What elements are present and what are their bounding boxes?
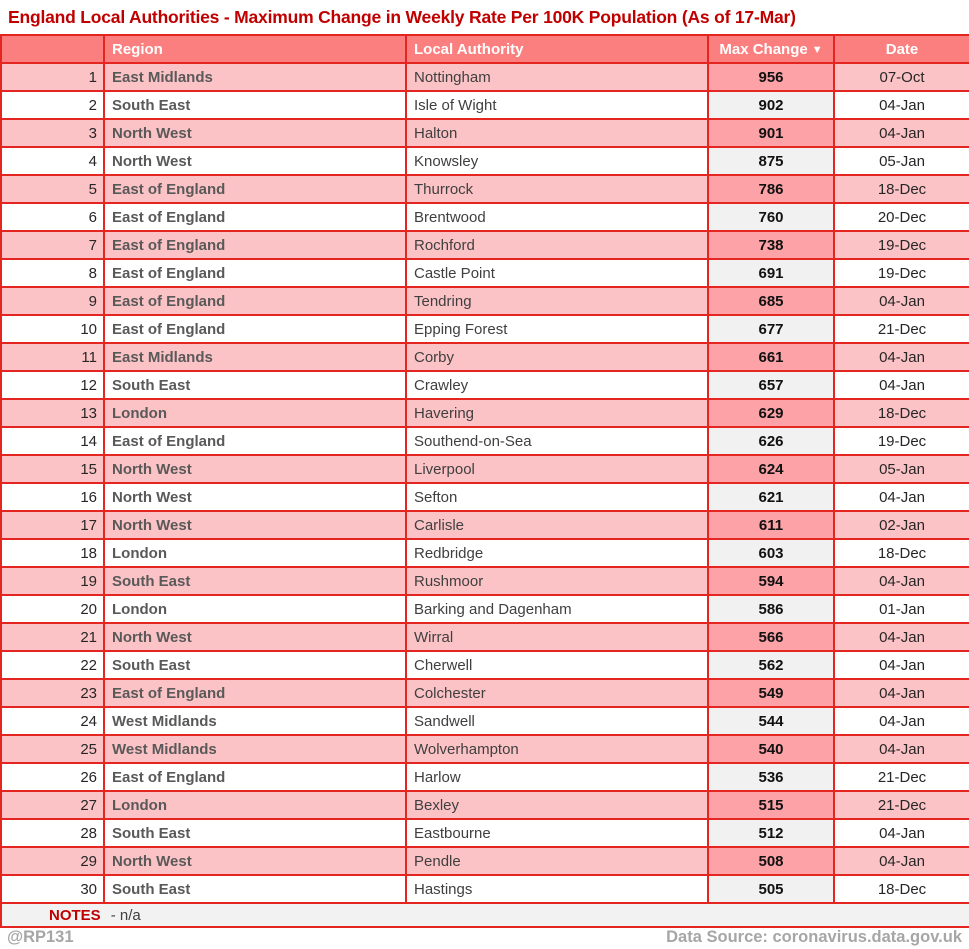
row-region: East of England	[104, 287, 406, 315]
row-region: London	[104, 791, 406, 819]
row-max-change: 786	[708, 175, 834, 203]
row-region: West Midlands	[104, 707, 406, 735]
row-region: North West	[104, 511, 406, 539]
row-region: South East	[104, 651, 406, 679]
row-rank: 12	[1, 371, 104, 399]
row-region: East of England	[104, 315, 406, 343]
header-local-authority: Local Authority	[406, 35, 708, 63]
row-local-authority: Nottingham	[406, 63, 708, 91]
table-row	[1, 259, 969, 287]
row-date: 04-Jan	[834, 483, 969, 511]
row-date: 04-Jan	[834, 819, 969, 847]
row-date: 04-Jan	[834, 343, 969, 371]
table-row	[1, 371, 969, 399]
row-region: South East	[104, 371, 406, 399]
row-local-authority: Thurrock	[406, 175, 708, 203]
row-region: West Midlands	[104, 735, 406, 763]
row-rank: 29	[1, 847, 104, 875]
row-region: North West	[104, 483, 406, 511]
row-local-authority: Rushmoor	[406, 567, 708, 595]
row-rank: 23	[1, 679, 104, 707]
row-date: 18-Dec	[834, 399, 969, 427]
table-row	[1, 875, 969, 903]
row-date: 04-Jan	[834, 847, 969, 875]
row-local-authority: Bexley	[406, 791, 708, 819]
row-max-change: 626	[708, 427, 834, 455]
row-max-change: 760	[708, 203, 834, 231]
row-rank: 30	[1, 875, 104, 903]
row-date: 19-Dec	[834, 231, 969, 259]
row-max-change: 677	[708, 315, 834, 343]
notes-text: - n/a	[110, 906, 141, 924]
table-row	[1, 707, 969, 735]
table-row	[1, 735, 969, 763]
row-region: North West	[104, 623, 406, 651]
row-date: 07-Oct	[834, 63, 969, 91]
table-row	[1, 567, 969, 595]
row-date: 05-Jan	[834, 147, 969, 175]
row-rank: 10	[1, 315, 104, 343]
row-date: 02-Jan	[834, 511, 969, 539]
row-local-authority: Harlow	[406, 763, 708, 791]
table-header-row	[1, 35, 969, 63]
row-rank: 3	[1, 119, 104, 147]
row-region: South East	[104, 567, 406, 595]
row-date: 01-Jan	[834, 595, 969, 623]
row-max-change: 512	[708, 819, 834, 847]
notes-label: NOTES	[49, 906, 101, 924]
page-title: England Local Authorities - Maximum Change in Weekly Rate Per 100K Population (As of 17-Mar)	[8, 6, 796, 27]
row-max-change: 624	[708, 455, 834, 483]
row-date: 04-Jan	[834, 119, 969, 147]
row-local-authority: Brentwood	[406, 203, 708, 231]
row-rank: 2	[1, 91, 104, 119]
table-row	[1, 483, 969, 511]
table-row	[1, 595, 969, 623]
row-max-change: 611	[708, 511, 834, 539]
row-region: East of England	[104, 231, 406, 259]
table-row	[1, 651, 969, 679]
header-date: Date	[834, 35, 969, 63]
row-date: 21-Dec	[834, 315, 969, 343]
row-rank: 14	[1, 427, 104, 455]
footer	[0, 928, 969, 949]
row-max-change: 621	[708, 483, 834, 511]
row-date: 18-Dec	[834, 875, 969, 903]
header-max-change[interactable]	[708, 35, 834, 63]
row-region: East of England	[104, 763, 406, 791]
table-row	[1, 147, 969, 175]
row-rank: 20	[1, 595, 104, 623]
row-date: 04-Jan	[834, 735, 969, 763]
row-region: South East	[104, 875, 406, 903]
table-row	[1, 511, 969, 539]
row-rank: 18	[1, 539, 104, 567]
table-row	[1, 287, 969, 315]
table-row	[1, 119, 969, 147]
row-max-change: 562	[708, 651, 834, 679]
row-region: North West	[104, 847, 406, 875]
row-region: East of England	[104, 175, 406, 203]
row-max-change: 661	[708, 343, 834, 371]
table-row	[1, 203, 969, 231]
row-rank: 24	[1, 707, 104, 735]
row-max-change: 508	[708, 847, 834, 875]
row-rank: 1	[1, 63, 104, 91]
row-date: 04-Jan	[834, 679, 969, 707]
header-rank	[1, 35, 104, 63]
row-max-change: 566	[708, 623, 834, 651]
row-local-authority: Carlisle	[406, 511, 708, 539]
row-local-authority: Pendle	[406, 847, 708, 875]
table-row	[1, 763, 969, 791]
row-local-authority: Southend-on-Sea	[406, 427, 708, 455]
row-max-change: 875	[708, 147, 834, 175]
header-max-change-label: Max Change	[719, 40, 808, 58]
row-local-authority: Redbridge	[406, 539, 708, 567]
row-region: North West	[104, 119, 406, 147]
row-date: 04-Jan	[834, 91, 969, 119]
row-local-authority: Crawley	[406, 371, 708, 399]
row-local-authority: Wolverhampton	[406, 735, 708, 763]
notes-row	[1, 903, 969, 927]
table-row	[1, 847, 969, 875]
row-max-change: 956	[708, 63, 834, 91]
row-local-authority: Wirral	[406, 623, 708, 651]
row-rank: 28	[1, 819, 104, 847]
row-local-authority: Liverpool	[406, 455, 708, 483]
row-region: East of England	[104, 427, 406, 455]
row-date: 19-Dec	[834, 259, 969, 287]
row-local-authority: Havering	[406, 399, 708, 427]
row-max-change: 603	[708, 539, 834, 567]
row-max-change: 902	[708, 91, 834, 119]
row-region: East Midlands	[104, 63, 406, 91]
row-region: South East	[104, 91, 406, 119]
row-max-change: 901	[708, 119, 834, 147]
footer-attribution: @RP131	[7, 928, 74, 946]
row-date: 04-Jan	[834, 707, 969, 735]
footer-data-source: Data Source: coronavirus.data.gov.uk	[666, 928, 962, 946]
row-local-authority: Tendring	[406, 287, 708, 315]
row-rank: 8	[1, 259, 104, 287]
table-row	[1, 399, 969, 427]
row-region: North West	[104, 455, 406, 483]
row-rank: 15	[1, 455, 104, 483]
row-rank: 22	[1, 651, 104, 679]
row-region: East Midlands	[104, 343, 406, 371]
row-max-change: 515	[708, 791, 834, 819]
table-row	[1, 455, 969, 483]
row-rank: 17	[1, 511, 104, 539]
row-region: East of England	[104, 203, 406, 231]
row-local-authority: Castle Point	[406, 259, 708, 287]
row-region: South East	[104, 819, 406, 847]
header-region: Region	[104, 35, 406, 63]
sort-descending-icon: ▼	[811, 43, 823, 56]
table-row	[1, 231, 969, 259]
row-date: 04-Jan	[834, 287, 969, 315]
row-date: 18-Dec	[834, 539, 969, 567]
row-local-authority: Barking and Dagenham	[406, 595, 708, 623]
row-rank: 13	[1, 399, 104, 427]
row-region: North West	[104, 147, 406, 175]
row-max-change: 586	[708, 595, 834, 623]
table-row	[1, 791, 969, 819]
row-local-authority: Isle of Wight	[406, 91, 708, 119]
row-date: 05-Jan	[834, 455, 969, 483]
row-max-change: 544	[708, 707, 834, 735]
table-row	[1, 343, 969, 371]
row-region: London	[104, 399, 406, 427]
row-rank: 16	[1, 483, 104, 511]
row-max-change: 594	[708, 567, 834, 595]
row-date: 18-Dec	[834, 175, 969, 203]
row-local-authority: Corby	[406, 343, 708, 371]
row-rank: 6	[1, 203, 104, 231]
rate-table	[0, 34, 969, 928]
table-row	[1, 679, 969, 707]
row-local-authority: Knowsley	[406, 147, 708, 175]
row-local-authority: Sefton	[406, 483, 708, 511]
table-body	[1, 63, 969, 903]
table-row	[1, 315, 969, 343]
table-row	[1, 63, 969, 91]
row-max-change: 691	[708, 259, 834, 287]
row-rank: 7	[1, 231, 104, 259]
table-row	[1, 539, 969, 567]
row-max-change: 549	[708, 679, 834, 707]
row-rank: 21	[1, 623, 104, 651]
row-date: 19-Dec	[834, 427, 969, 455]
row-local-authority: Colchester	[406, 679, 708, 707]
row-local-authority: Epping Forest	[406, 315, 708, 343]
row-max-change: 505	[708, 875, 834, 903]
table-row	[1, 623, 969, 651]
row-local-authority: Sandwell	[406, 707, 708, 735]
row-rank: 5	[1, 175, 104, 203]
row-max-change: 540	[708, 735, 834, 763]
row-date: 21-Dec	[834, 763, 969, 791]
row-rank: 9	[1, 287, 104, 315]
row-rank: 19	[1, 567, 104, 595]
row-region: London	[104, 539, 406, 567]
row-local-authority: Cherwell	[406, 651, 708, 679]
row-date: 04-Jan	[834, 567, 969, 595]
row-date: 04-Jan	[834, 623, 969, 651]
table-row	[1, 91, 969, 119]
row-date: 21-Dec	[834, 791, 969, 819]
row-rank: 27	[1, 791, 104, 819]
row-local-authority: Eastbourne	[406, 819, 708, 847]
row-rank: 11	[1, 343, 104, 371]
row-max-change: 738	[708, 231, 834, 259]
row-max-change: 536	[708, 763, 834, 791]
row-region: East of England	[104, 679, 406, 707]
row-max-change: 685	[708, 287, 834, 315]
table-row	[1, 427, 969, 455]
row-rank: 25	[1, 735, 104, 763]
table-row	[1, 819, 969, 847]
row-rank: 4	[1, 147, 104, 175]
row-region: East of England	[104, 259, 406, 287]
row-date: 04-Jan	[834, 371, 969, 399]
row-local-authority: Halton	[406, 119, 708, 147]
row-rank: 26	[1, 763, 104, 791]
row-region: London	[104, 595, 406, 623]
table-row	[1, 175, 969, 203]
row-local-authority: Rochford	[406, 231, 708, 259]
notes-cell	[1, 903, 969, 927]
row-date: 04-Jan	[834, 651, 969, 679]
row-date: 20-Dec	[834, 203, 969, 231]
row-max-change: 657	[708, 371, 834, 399]
row-local-authority: Hastings	[406, 875, 708, 903]
row-max-change: 629	[708, 399, 834, 427]
